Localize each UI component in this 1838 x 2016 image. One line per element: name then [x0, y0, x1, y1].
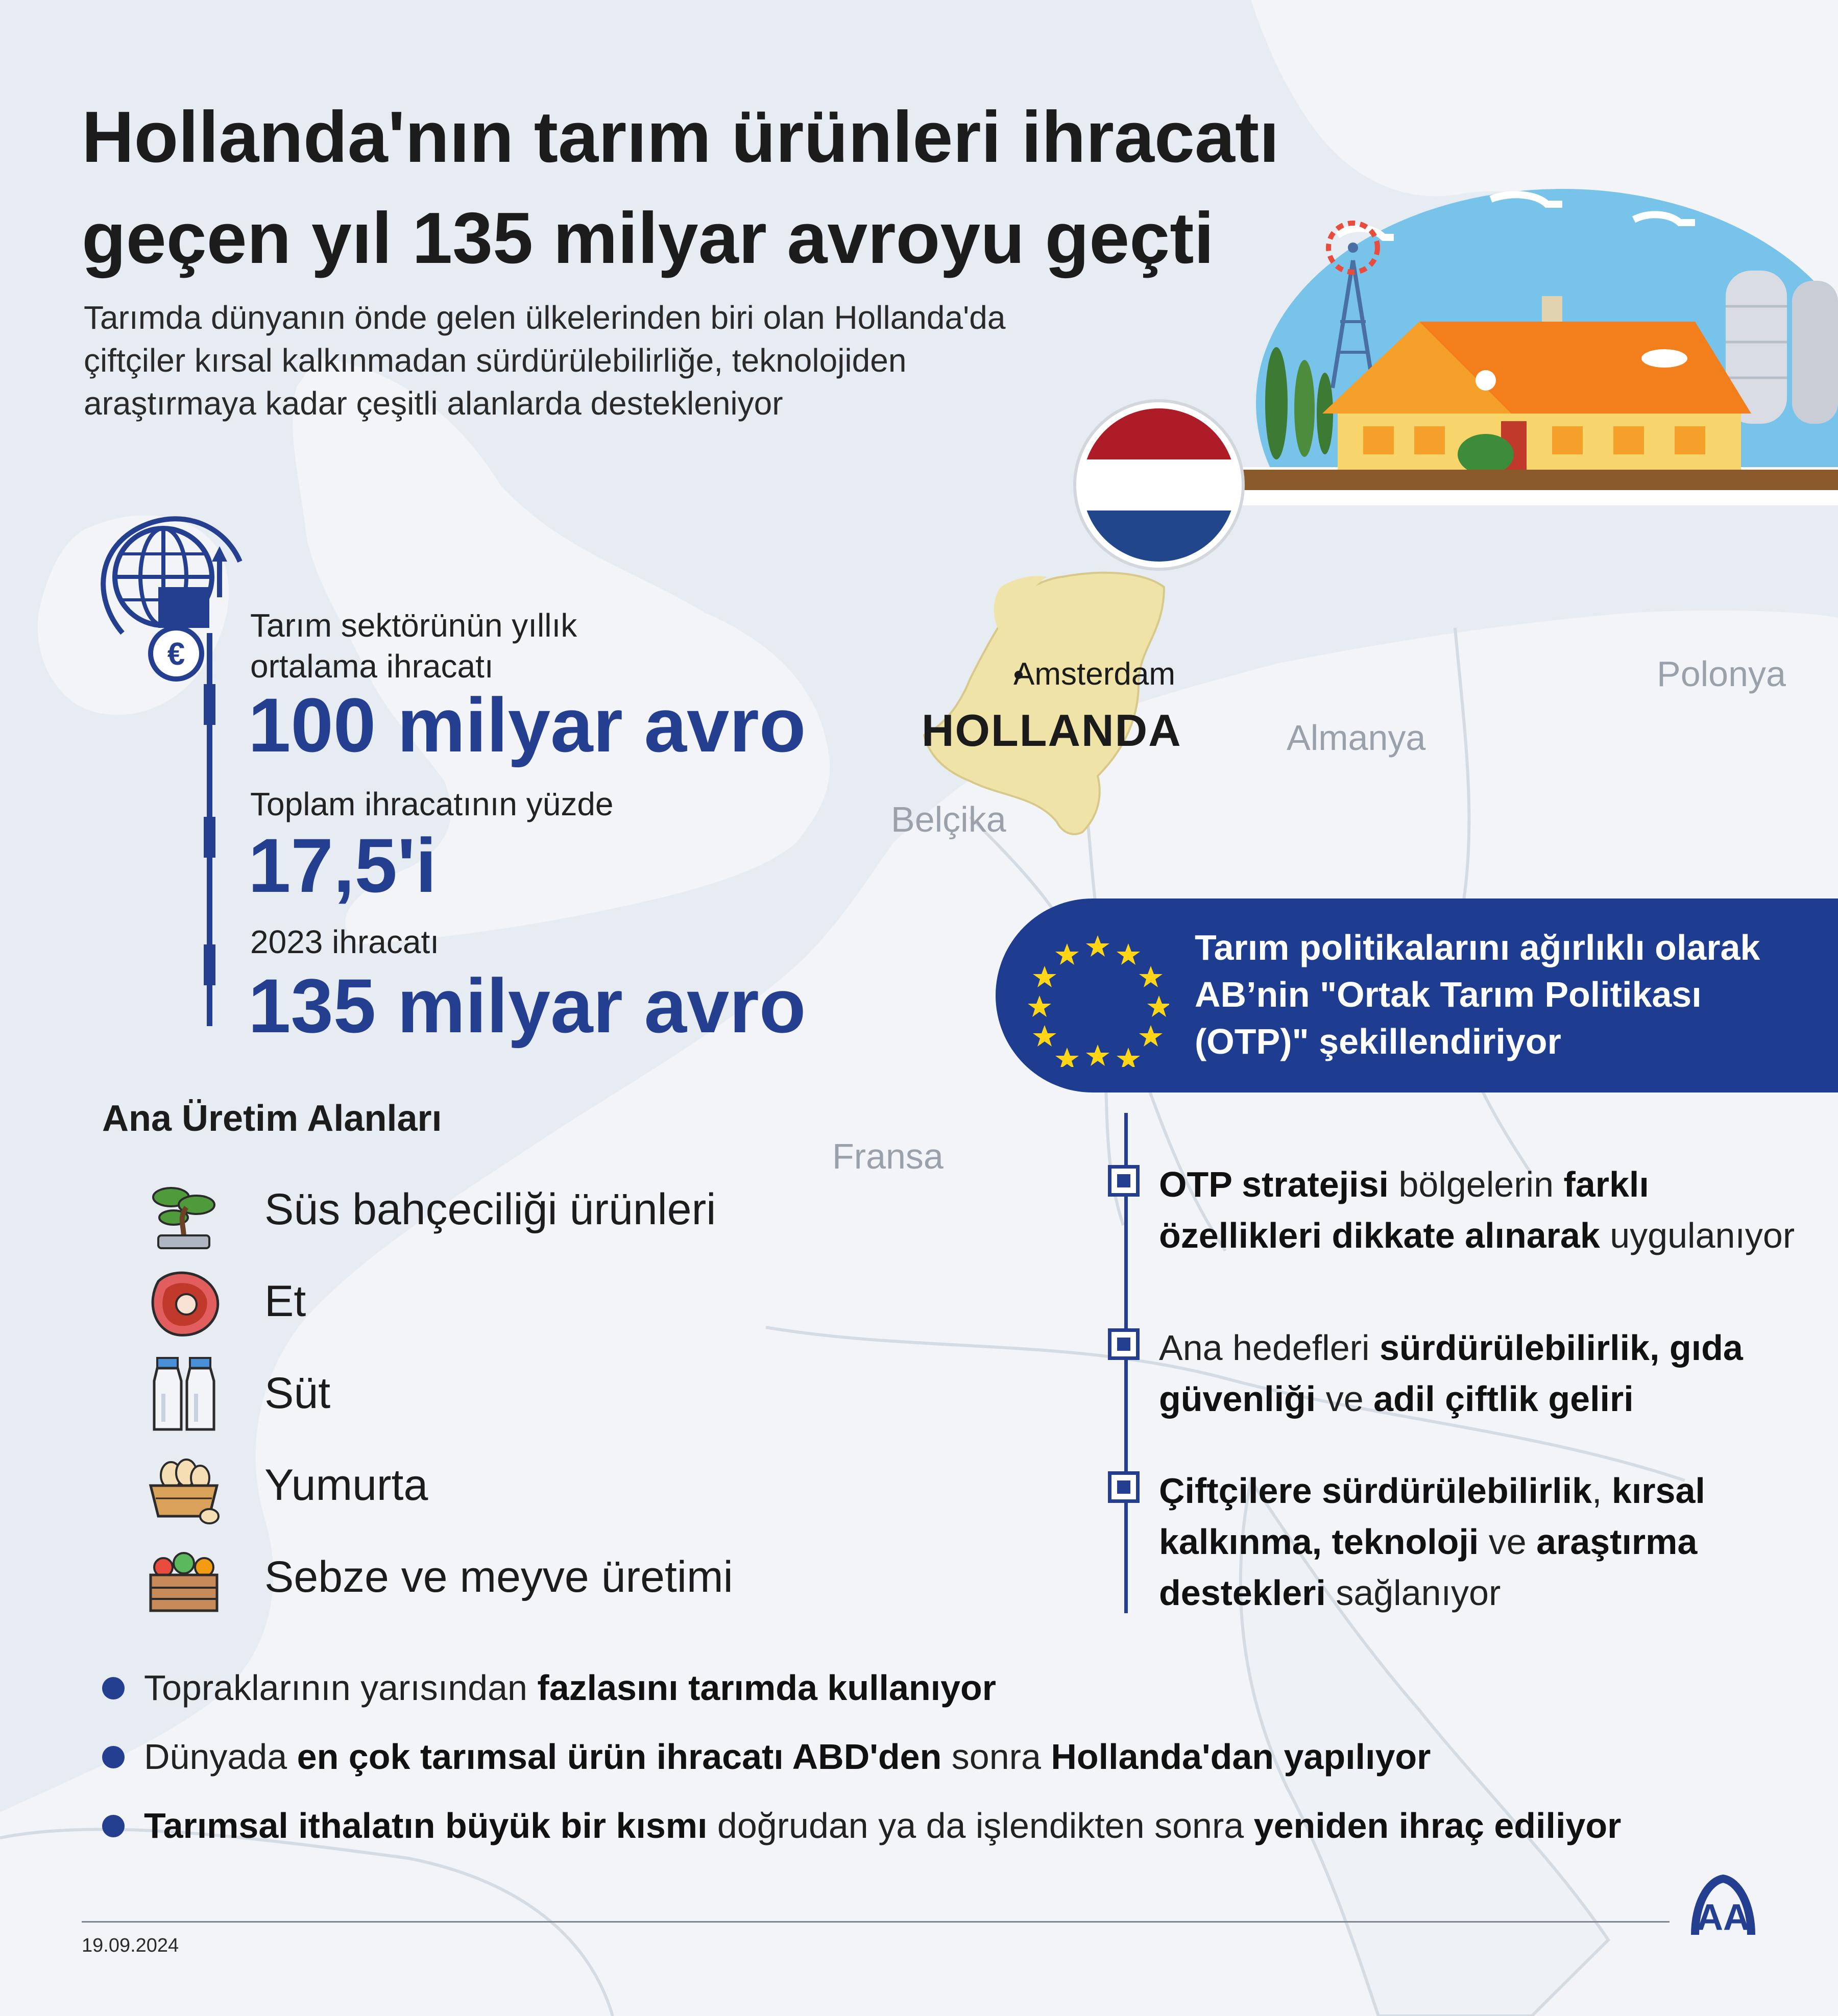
svg-text:€: € [167, 637, 185, 672]
map-label-polonya: Polonya [1657, 654, 1786, 694]
stat-value-annual-average: 100 milyar avro [248, 682, 806, 768]
otp-text [1159, 1465, 1818, 1618]
egg-basket-icon [143, 1445, 225, 1526]
title-line-2: geçen yıl 135 milyar avroyu geçti [82, 198, 1214, 279]
bonsai-icon [143, 1169, 225, 1251]
stat-label-share: Toplam ihracatının yüzde [250, 786, 614, 822]
production-label: Yumurta [264, 1461, 428, 1510]
stat-label-line: ortalama ihracatı [250, 648, 494, 685]
fact-text-bold: en çok tarımsal ürün ihracatı ABD'den [297, 1737, 942, 1777]
eu-stars-icon [1026, 924, 1169, 1067]
milk-bottles-icon [143, 1353, 225, 1435]
page-subtitle [84, 296, 1207, 425]
production-item [143, 1261, 858, 1343]
otp-text-bold: araştırma destekleri [1159, 1522, 1698, 1613]
aa-logo-icon [1685, 1868, 1761, 1945]
map-label-almanya: Almanya [1287, 718, 1426, 758]
stat-label-line: Tarım sektörünün yıllık [250, 607, 577, 644]
production-label: Süs bahçeciliği ürünleri [264, 1185, 716, 1234]
fact-text-normal: sonra [941, 1737, 1051, 1777]
stat-label-2023: 2023 ihracatı [250, 924, 440, 960]
otp-text-bold: Çiftçilere sürdürülebilirlik [1159, 1471, 1592, 1511]
production-item [143, 1169, 858, 1251]
otp-text-normal: sağlanıyor [1325, 1573, 1501, 1613]
stats-tick [204, 944, 215, 985]
otp-text-bold: adil çiftlik geliri [1373, 1379, 1634, 1419]
bullet-dot-icon [102, 1815, 125, 1837]
map-label-hollanda: HOLLANDA [922, 705, 1182, 756]
stats-tick [204, 684, 215, 725]
otp-text-normal: , [1592, 1471, 1612, 1511]
fact-text-normal: Dünyada [144, 1737, 297, 1777]
otp-text-bold: OTP stratejisi [1159, 1164, 1389, 1204]
stat-label-annual-average [250, 605, 761, 687]
globe-export-icon [87, 505, 250, 689]
title-line-1: Hollanda'nın tarım ürünleri ihracatı [82, 96, 1279, 178]
fact-text-normal: doğrudan ya da işlendikten sonra [707, 1806, 1254, 1845]
production-item [143, 1353, 858, 1435]
fact-text-bold: Hollanda'dan yapılıyor [1051, 1737, 1431, 1777]
fact-text-bold: fazlasını tarımda kullanıyor [537, 1668, 997, 1708]
stats-tick [204, 817, 215, 858]
subtitle-line-3: araştırmaya kadar çeşitli alanlarda destekleniyor [84, 385, 783, 422]
otp-text [1159, 1322, 1818, 1424]
eu-policy-text [1195, 924, 1828, 1065]
production-section-title: Ana Üretim Alanları [102, 1098, 442, 1139]
stat-value-share: 17,5'i [248, 822, 437, 908]
map-label-fransa: Fransa [832, 1136, 944, 1176]
otp-text-bold: kırsal kalkınma, teknoloji [1159, 1471, 1705, 1562]
aa-logo-text: AA [1697, 1897, 1750, 1938]
meat-icon [143, 1261, 225, 1343]
fact-text-bold: Tarımsal ithalatın büyük bir kısmı [144, 1806, 708, 1845]
subtitle-line-2: çiftçiler kırsal kalkınmadan sürdürülebilirliğe, teknolojiden [84, 342, 907, 379]
otp-text-normal: ve [1316, 1379, 1374, 1419]
map-label-amsterdam: Amsterdam [1013, 657, 1175, 692]
square-bullet-icon [1108, 1165, 1140, 1197]
fact-text [144, 1802, 1621, 1849]
fact-text-bold: yeniden ihraç ediliyor [1253, 1806, 1622, 1845]
farm-illustration [1236, 189, 1838, 505]
eu-policy-banner [996, 898, 1838, 1092]
fact-text-normal: Topraklarının yarısından [144, 1668, 538, 1708]
map-label-belcika: Belçika [891, 799, 1006, 839]
vegetable-crate-icon [143, 1537, 225, 1618]
production-item [143, 1537, 858, 1618]
production-label: Süt [264, 1369, 331, 1418]
eu-text-line: (OTP)" şekillendiriyor [1195, 1022, 1561, 1061]
otp-text-bold: sürdürülebilirlik, gıda güvenliği [1159, 1328, 1743, 1419]
fact-text [144, 1733, 1431, 1780]
bullet-dot-icon [102, 1746, 125, 1768]
production-label: Sebze ve meyve üretimi [264, 1552, 733, 1601]
otp-text-bold: farklı özellikleri dikkate alınarak [1159, 1164, 1649, 1255]
subtitle-line-1: Tarımda dünyanın önde gelen ülkelerinden biri olan Hollanda'da [84, 299, 1006, 336]
otp-text [1159, 1159, 1818, 1261]
bullet-dot-icon [102, 1677, 125, 1699]
otp-text-normal: uygulanıyor [1600, 1216, 1795, 1255]
square-bullet-icon [1108, 1328, 1140, 1360]
eu-text-line: Tarım politikalarını ağırlıklı olarak [1195, 928, 1760, 967]
netherlands-flag-icon [1072, 398, 1246, 572]
stat-value-2023: 135 milyar avro [248, 963, 806, 1049]
footer-divider [82, 1921, 1670, 1923]
square-bullet-icon [1108, 1471, 1140, 1503]
otp-text-normal: ve [1479, 1522, 1537, 1562]
publish-date: 19.09.2024 [82, 1935, 179, 1956]
eu-text-line: AB’nin "Ortak Tarım Politikası [1195, 975, 1702, 1014]
otp-text-normal: Ana hedefleri [1159, 1328, 1380, 1368]
production-label: Et [264, 1277, 306, 1326]
otp-text-normal: bölgelerin [1389, 1164, 1564, 1204]
page-title [82, 87, 1389, 289]
production-item [143, 1445, 858, 1526]
fact-text [144, 1664, 996, 1711]
